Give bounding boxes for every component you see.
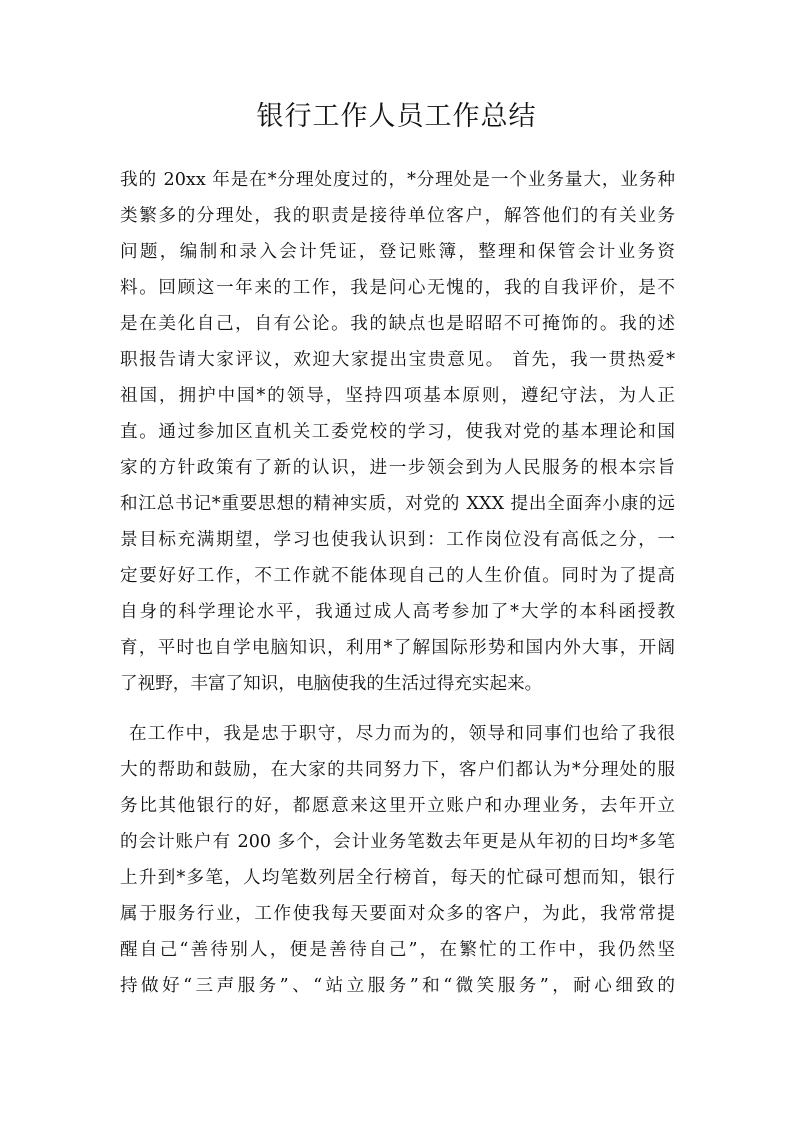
paragraph-1-line: 和江总书记*重要思想的精神实质，对党的 XXX 提出全面奔小康的远 <box>120 494 675 514</box>
paragraph-2-line: 在工作中，我是忠于职守，尽力而为的，领导和同事们也给了我很 <box>129 724 675 744</box>
paragraph-2-line: 上升到*多笔，人均笔数列居全行榜首，每天的忙碌可想而知，银行 <box>120 868 675 888</box>
paragraph-1-line: 料。回顾这一年来的工作，我是问心无愧的，我的自我评价，是不 <box>120 278 675 298</box>
paragraph-1-line: 类繁多的分理处，我的职责是接待单位客户，解答他们的有关业务 <box>120 206 675 226</box>
paragraph-2-line: 醒自己“善待别人，便是善待自己”，在繁忙的工作中，我仍然坚 <box>120 940 675 960</box>
paragraph-1-line: 我的 20xx 年是在*分理处度过的，*分理处是一个业务量大，业务种 <box>120 170 675 190</box>
paragraph-1-line: 职报告请大家评议，欢迎大家提出宝贵意见。 首先，我一贯热爱* <box>120 350 675 370</box>
document-title: 银行工作人员工作总结 <box>256 101 537 132</box>
paragraph-2-line: 务比其他银行的好，都愿意来这里开立账户和办理业务，去年开立 <box>120 796 675 816</box>
paragraph-1-line: 家的方针政策有了新的认识，进一步领会到为人民服务的根本宗旨 <box>120 458 675 478</box>
paragraph-1-line: 景目标充满期望，学习也使我认识到：工作岗位没有高低之分，一 <box>120 530 675 550</box>
paragraph-1-line: 直。通过参加区直机关工委党校的学习，使我对党的基本理论和国 <box>120 422 675 442</box>
paragraph-2-line: 属于服务行业，工作使我每天要面对众多的客户，为此，我常常提 <box>120 904 675 924</box>
paragraph-2-line: 大的帮助和鼓励，在大家的共同努力下，客户们都认为*分理处的服 <box>120 760 675 780</box>
paragraph-1-line: 育，平时也自学电脑知识，利用*了解国际形势和国内外大事，开阔 <box>120 638 675 658</box>
paragraph-1-line: 是在美化自己，自有公论。我的缺点也是昭昭不可掩饰的。我的述 <box>120 314 675 334</box>
paragraph-1-line: 祖国，拥护中国*的领导，坚持四项基本原则，遵纪守法，为人正 <box>120 386 675 406</box>
paragraph-2-line: 持做好“三声服务”、“站立服务”和“微笑服务”，耐心细致的 <box>120 976 675 996</box>
paragraph-2-line: 的会计账户有 200 多个，会计业务笔数去年更是从年初的日均*多笔 <box>120 832 675 852</box>
paragraph-1-line: 了视野，丰富了知识，电脑使我的生活过得充实起来。 <box>120 674 543 694</box>
paragraph-1-line: 定要好好工作，不工作就不能体现自己的人生价值。同时为了提高 <box>120 566 675 586</box>
paragraph-1-line: 自身的科学理论水平，我通过成人高考参加了*大学的本科函授教 <box>120 602 675 622</box>
paragraph-1-line: 问题，编制和录入会计凭证，登记账簿，整理和保管会计业务资 <box>120 242 675 262</box>
